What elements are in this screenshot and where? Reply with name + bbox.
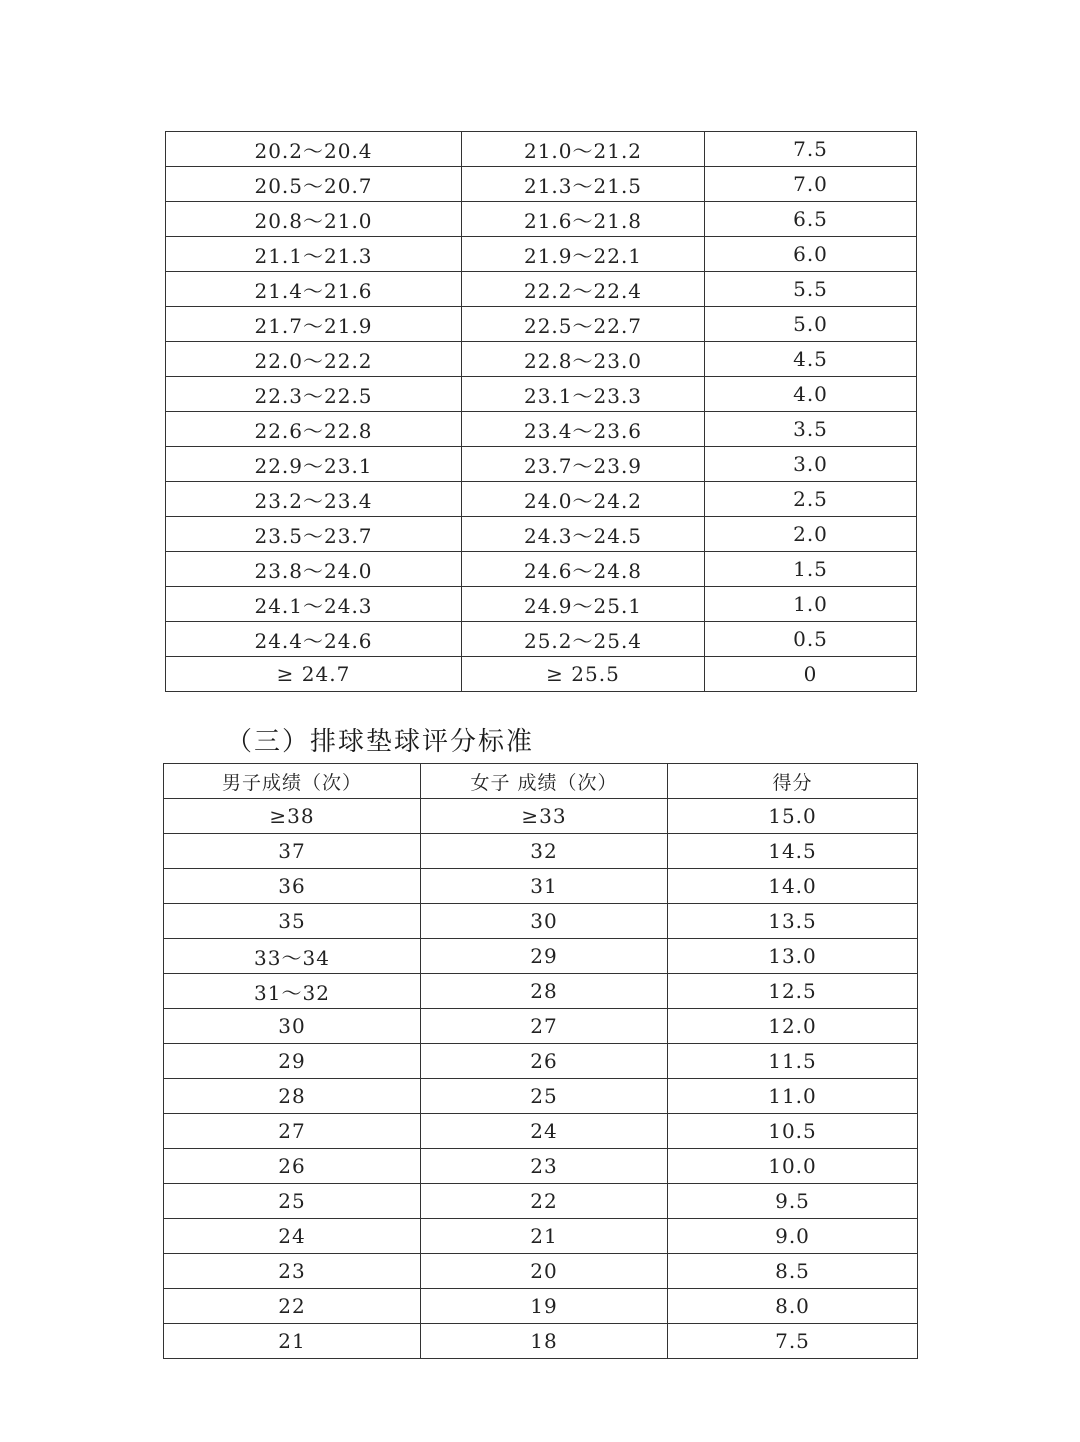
run-score-table-continued [165, 131, 917, 692]
table-row [164, 799, 918, 834]
cell-female-time: 23.1～23.3 [462, 377, 705, 412]
cell-female-time: 23.4～23.6 [462, 412, 705, 447]
header-male-result: 男子成绩（次） [164, 764, 421, 799]
cell-score: 7.5 [705, 132, 917, 167]
cell-male-count: ≥38 [164, 799, 421, 834]
cell-female-time: ≥ 25.5 [462, 657, 705, 692]
cell-female-time: 24.3～24.5 [462, 517, 705, 552]
cell-female-time: 25.2～25.4 [462, 622, 705, 657]
run-score-table-body [166, 132, 917, 692]
table-row [166, 482, 917, 517]
table-row [164, 1009, 918, 1044]
cell-score: 14.0 [668, 869, 918, 904]
table-row [164, 1114, 918, 1149]
table-row [164, 1044, 918, 1079]
cell-female-count: ≥33 [421, 799, 668, 834]
table-row [166, 342, 917, 377]
table-row [164, 1149, 918, 1184]
table-row [164, 904, 918, 939]
cell-score: 3.0 [705, 447, 917, 482]
cell-female-count: 30 [421, 904, 668, 939]
cell-male-time: 21.1～21.3 [166, 237, 462, 272]
cell-male-count: 27 [164, 1114, 421, 1149]
cell-score: 13.5 [668, 904, 918, 939]
cell-female-time: 23.7～23.9 [462, 447, 705, 482]
table-row [166, 377, 917, 412]
cell-score: 3.5 [705, 412, 917, 447]
cell-female-time: 22.2～22.4 [462, 272, 705, 307]
cell-male-time: 20.5～20.7 [166, 167, 462, 202]
table-row [166, 657, 917, 692]
cell-male-count: 28 [164, 1079, 421, 1114]
volleyball-score-table [163, 763, 918, 1359]
cell-female-count: 26 [421, 1044, 668, 1079]
table-row [166, 587, 917, 622]
cell-score: 10.0 [668, 1149, 918, 1184]
table-row [166, 167, 917, 202]
cell-female-count: 27 [421, 1009, 668, 1044]
cell-male-time: 20.8～21.0 [166, 202, 462, 237]
cell-score: 7.5 [668, 1324, 918, 1359]
cell-male-time: ≥ 24.7 [166, 657, 462, 692]
table-row [166, 622, 917, 657]
table-row [164, 939, 918, 974]
cell-male-time: 24.1～24.3 [166, 587, 462, 622]
cell-male-count: 35 [164, 904, 421, 939]
cell-score: 8.0 [668, 1289, 918, 1324]
cell-female-count: 29 [421, 939, 668, 974]
cell-female-count: 23 [421, 1149, 668, 1184]
cell-score: 1.5 [705, 552, 917, 587]
table-row [166, 552, 917, 587]
cell-female-time: 21.0～21.2 [462, 132, 705, 167]
cell-female-time: 24.6～24.8 [462, 552, 705, 587]
table-row [166, 517, 917, 552]
cell-male-count: 23 [164, 1254, 421, 1289]
cell-male-time: 24.4～24.6 [166, 622, 462, 657]
cell-male-count: 25 [164, 1184, 421, 1219]
cell-male-time: 22.0～22.2 [166, 342, 462, 377]
cell-female-time: 21.6～21.8 [462, 202, 705, 237]
table-row [164, 1079, 918, 1114]
cell-female-time: 21.3～21.5 [462, 167, 705, 202]
cell-score: 15.0 [668, 799, 918, 834]
cell-female-count: 18 [421, 1324, 668, 1359]
cell-male-count: 37 [164, 834, 421, 869]
cell-score: 12.0 [668, 1009, 918, 1044]
cell-female-count: 25 [421, 1079, 668, 1114]
cell-male-count: 22 [164, 1289, 421, 1324]
cell-score: 4.0 [705, 377, 917, 412]
cell-male-time: 23.2～23.4 [166, 482, 462, 517]
cell-score: 11.0 [668, 1079, 918, 1114]
cell-score: 8.5 [668, 1254, 918, 1289]
cell-male-count: 31～32 [164, 974, 421, 1009]
cell-score: 0.5 [705, 622, 917, 657]
cell-male-time: 21.7～21.9 [166, 307, 462, 342]
table-row [166, 307, 917, 342]
table-row [164, 834, 918, 869]
table-row [164, 974, 918, 1009]
cell-score: 5.0 [705, 307, 917, 342]
table-row [164, 1289, 918, 1324]
table-row [166, 202, 917, 237]
cell-female-count: 31 [421, 869, 668, 904]
header-score: 得分 [668, 764, 918, 799]
cell-female-time: 21.9～22.1 [462, 237, 705, 272]
cell-score: 2.0 [705, 517, 917, 552]
cell-male-count: 33～34 [164, 939, 421, 974]
cell-female-count: 19 [421, 1289, 668, 1324]
cell-score: 9.0 [668, 1219, 918, 1254]
cell-score: 9.5 [668, 1184, 918, 1219]
cell-score: 13.0 [668, 939, 918, 974]
cell-male-count: 21 [164, 1324, 421, 1359]
cell-female-count: 32 [421, 834, 668, 869]
cell-female-count: 20 [421, 1254, 668, 1289]
cell-score: 7.0 [705, 167, 917, 202]
cell-score: 6.5 [705, 202, 917, 237]
table-row [166, 412, 917, 447]
cell-female-time: 24.0～24.2 [462, 482, 705, 517]
table-row [166, 272, 917, 307]
table-row [164, 1219, 918, 1254]
cell-male-count: 24 [164, 1219, 421, 1254]
cell-male-count: 36 [164, 869, 421, 904]
cell-score: 12.5 [668, 974, 918, 1009]
cell-male-time: 23.8～24.0 [166, 552, 462, 587]
table-row [166, 132, 917, 167]
cell-score: 2.5 [705, 482, 917, 517]
cell-female-count: 22 [421, 1184, 668, 1219]
cell-male-time: 21.4～21.6 [166, 272, 462, 307]
cell-male-count: 26 [164, 1149, 421, 1184]
cell-male-time: 22.3～22.5 [166, 377, 462, 412]
section-title-volleyball: （三）排球垫球评分标准 [226, 727, 535, 757]
cell-score: 4.5 [705, 342, 917, 377]
cell-score: 5.5 [705, 272, 917, 307]
header-female-result: 女子 成绩（次） [421, 764, 668, 799]
cell-score: 10.5 [668, 1114, 918, 1149]
cell-male-count: 29 [164, 1044, 421, 1079]
cell-female-count: 28 [421, 974, 668, 1009]
cell-score: 1.0 [705, 587, 917, 622]
cell-male-time: 22.9～23.1 [166, 447, 462, 482]
table-row [166, 447, 917, 482]
table-row [166, 237, 917, 272]
cell-female-count: 24 [421, 1114, 668, 1149]
cell-male-count: 30 [164, 1009, 421, 1044]
cell-female-time: 22.8～23.0 [462, 342, 705, 377]
cell-male-time: 20.2～20.4 [166, 132, 462, 167]
cell-score: 11.5 [668, 1044, 918, 1079]
cell-male-time: 22.6～22.8 [166, 412, 462, 447]
cell-score: 0 [705, 657, 917, 692]
cell-score: 14.5 [668, 834, 918, 869]
table-header-row [164, 764, 918, 799]
cell-male-time: 23.5～23.7 [166, 517, 462, 552]
cell-female-time: 22.5～22.7 [462, 307, 705, 342]
table-row [164, 1324, 918, 1359]
cell-female-count: 21 [421, 1219, 668, 1254]
table-row [164, 1254, 918, 1289]
volleyball-score-table-body [164, 799, 918, 1359]
table-row [164, 1184, 918, 1219]
table-row [164, 869, 918, 904]
cell-female-time: 24.9～25.1 [462, 587, 705, 622]
cell-score: 6.0 [705, 237, 917, 272]
